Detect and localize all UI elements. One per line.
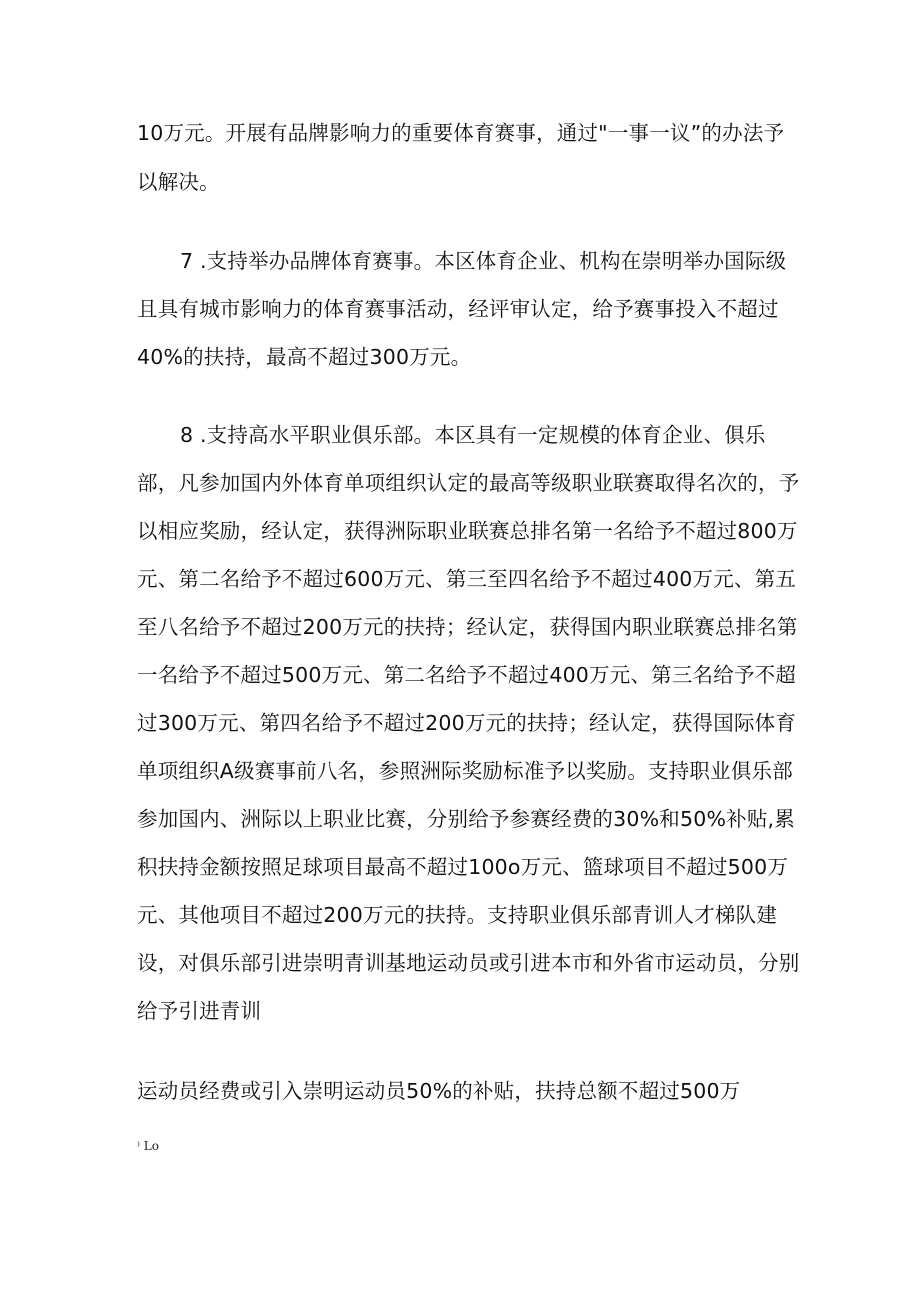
paragraph-8-line-7: 过300万元、第四名给予不超过200万元的扶持；经认定，获得国际体育 (137, 711, 797, 735)
footnote-mark: ⁾ Lo (137, 1139, 159, 1153)
paragraph-6-line-1: 10万元。开展有品牌影响力的重要体育赛事，通过"一事一议”的办法予 (137, 121, 785, 145)
paragraph-6-line-2: 以解决。 (137, 170, 220, 194)
paragraph-8-line-11: 元、其他项目不超过200万元的扶持。支持职业俱乐部青训人才梯队建 (137, 903, 778, 927)
paragraph-7-line-1: 7 .支持举办品牌体育赛事。本区体育企业、机构在崇明举办国际级 (180, 249, 787, 273)
paragraph-8-line-2: 部，凡参加国内外体育单项组织认定的最高等级职业联赛取得名次的，予 (137, 471, 800, 495)
paragraph-8-line-6: 一名给予不超过500万元、第二名给予不超过400万元、第三名给予不超 (137, 663, 797, 687)
paragraph-8-line-9: 参加国内、洲际以上职业比赛，分别给予参赛经费的30%和50%补贴,累 (137, 807, 795, 831)
paragraph-7-line-2: 且具有城市影响力的体育赛事活动，经评审认定，给予赛事投入不超过 (137, 297, 779, 321)
paragraph-8-line-3: 以相应奖励，经认定，获得洲际职业联赛总排名第一名给予不超过800万 (137, 519, 798, 543)
paragraph-8-line-10: 积扶持金额按照足球项目最高不超过100o万元、篮球项目不超过500万 (137, 855, 789, 879)
paragraph-8-line-12: 设，对俱乐部引进崇明青训基地运动员或引进本市和外省市运动员，分别 (137, 951, 800, 975)
paragraph-7-line-3: 40%的扶持，最高不超过300万元。 (137, 345, 472, 369)
paragraph-8-line-5: 至八名给予不超过200万元的扶持；经认定，获得国内职业联赛总排名第 (137, 615, 798, 639)
paragraph-8-line-8: 单项组织A级赛事前八名，参照洲际奖励标准予以奖励。支持职业俱乐部 (137, 759, 793, 783)
paragraph-8-line-4: 元、第二名给予不超过600万元、第三至四名给予不超过400万元、第五 (137, 567, 797, 591)
paragraph-8-line-1: 8 .支持高水平职业俱乐部。本区具有一定规模的体育企业、俱乐 (180, 423, 766, 447)
paragraph-8-continuation-line: 运动员经费或引入崇明运动员50%的补贴，扶持总额不超过500万 (137, 1079, 741, 1103)
paragraph-8-line-13: 给予引进青训 (137, 999, 262, 1023)
